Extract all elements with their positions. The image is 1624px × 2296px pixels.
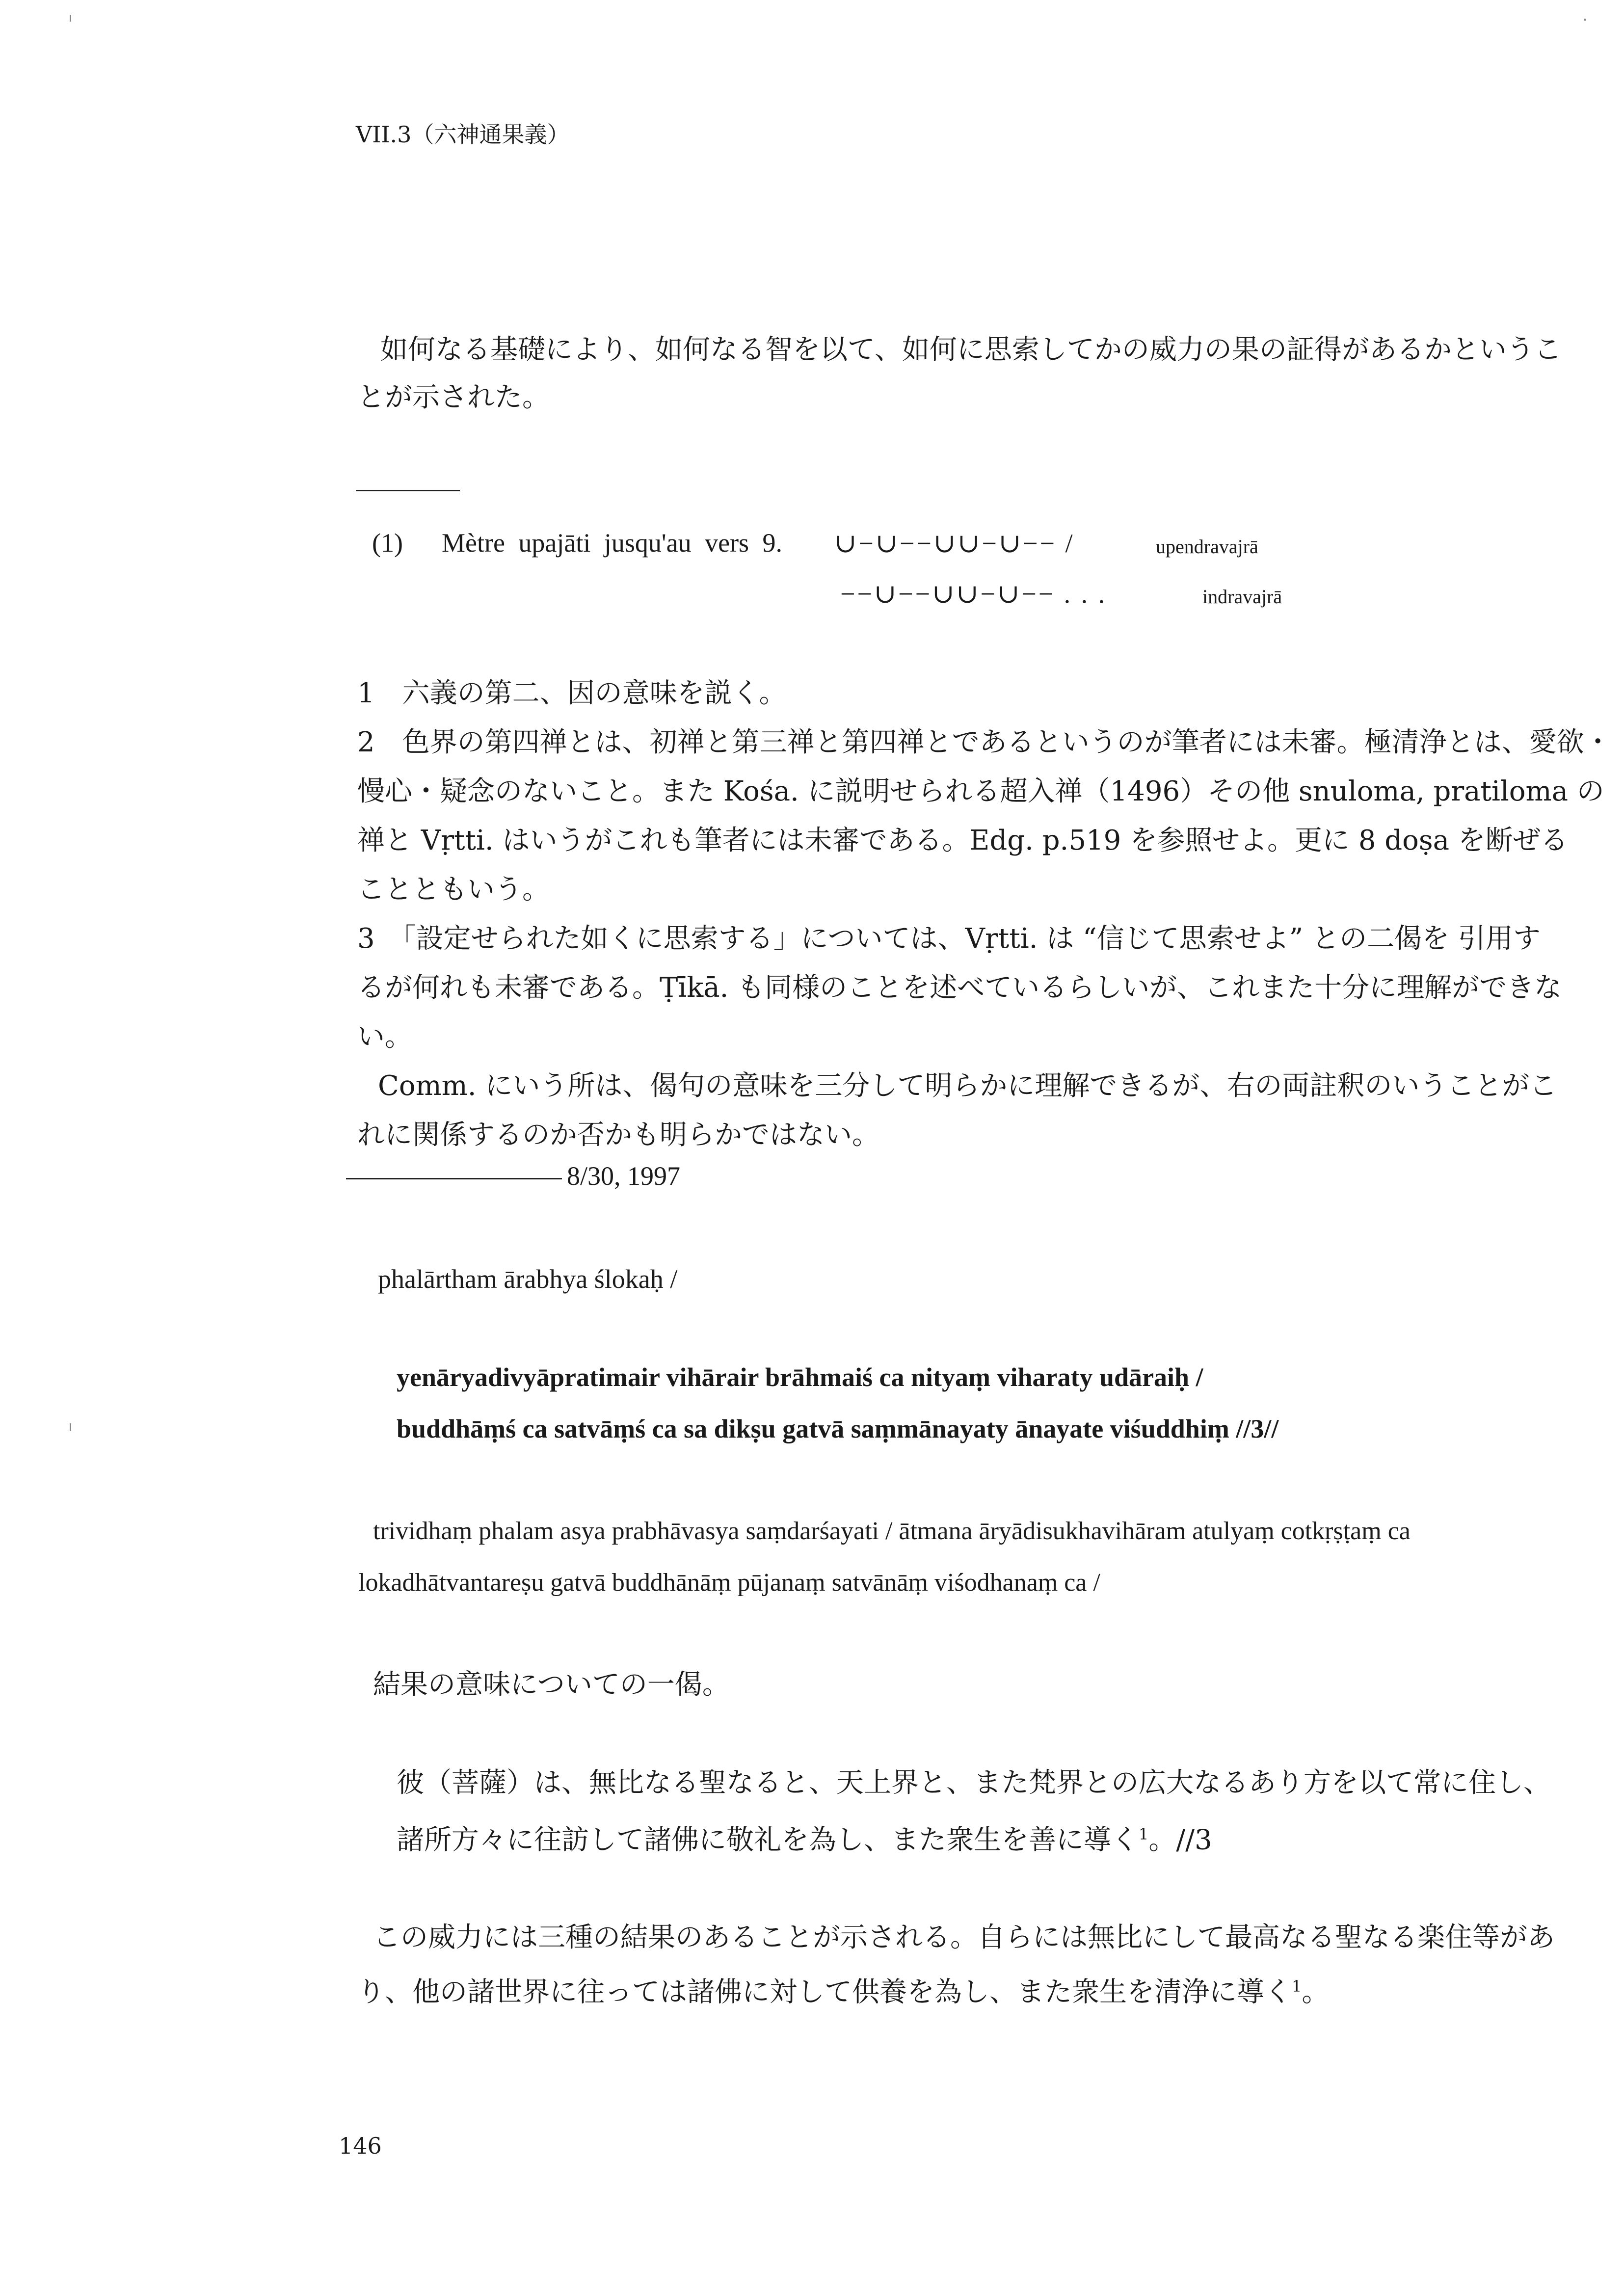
footnote-rule: [356, 490, 460, 491]
footnote-ref: 1: [1292, 1977, 1302, 1996]
note-2-line-4: ことともいう。: [357, 874, 550, 906]
meter-name-2: indravajrā: [1202, 586, 1282, 608]
translation-commentary-text: り、他の諸世界に往っては諸佛に対して供養を為し、また衆生を清浄に導く: [357, 1976, 1292, 2008]
translation-commentary-line-2: [357, 1961, 1329, 2018]
intro-line-2: とが示された。: [357, 381, 550, 413]
meter-name-1: upendravajrā: [1156, 535, 1258, 558]
scan-speck: [70, 1423, 71, 1431]
note-3-line-1: 3 「設定せられた如くに思索する」については、Vṛtti. は “信じて思索せよ” との二偈を 引用す: [357, 923, 1541, 955]
meter-pattern-2: −−∪−−∪∪−∪−− . . .: [840, 579, 1107, 609]
sanskrit-verse-line-1: yenāryadivyāpratimair vihārair brāhmaiś ca nityaṃ viharaty udāraiḥ /: [397, 1362, 1203, 1392]
verse-number: 。//3: [1148, 1824, 1212, 1856]
note-3-line-3: い。: [357, 1021, 412, 1053]
sanskrit-commentary-line-2: lokadhātvantareṣu gatvā buddhānāṃ pūjanaṃ satvānāṃ viśodhanaṃ ca /: [358, 1569, 1100, 1597]
translation-commentary-line-1: この威力には三種の結果のあることが示される。自らには無比にして最高なる聖なる楽住等があ: [373, 1922, 1555, 1953]
meter-note-number: (1): [372, 528, 403, 558]
translation-verse-line-2: [397, 1809, 1212, 1866]
meter-pattern-1: ∪−∪−−∪∪−∪−− /: [834, 529, 1075, 558]
scan-speck: [70, 15, 71, 22]
translation-heading: 結果の意味についての一偈。: [373, 1669, 730, 1701]
note-2-line-1: 2 色界の第四禅とは、初禅と第三禅と第四禅とであるというのが筆者には未審。極清浄とは、愛欲・: [357, 726, 1612, 758]
sanskrit-intro: phalārtham ārabhya ślokaḥ /: [378, 1264, 678, 1294]
note-2-line-2: 慢心・疑念のないこと。また Kośa. に説明せられる超入禅（1496）その他 snuloma, pratiloma の: [357, 775, 1604, 807]
commentary-tail: 。: [1302, 1976, 1330, 2008]
date-rule: [346, 1178, 562, 1179]
footnote-ref: 1: [1139, 1825, 1149, 1843]
note-2-line-3: 禅と Vṛtti. はいうがこれも筆者には未審である。Edg. p.519 を参照せよ。更に 8 doṣa を断ぜる: [357, 825, 1568, 856]
comm-note-line-2: れに関係するのか否かも明らかではない。: [357, 1119, 879, 1151]
note-date: 8/30, 1997: [567, 1161, 681, 1191]
scan-speck: [1584, 19, 1586, 21]
note-3-line-2: るが何れも未審である。Ṭīkā. も同様のことを述べているらしいが、これまた十分に理解ができな: [357, 972, 1562, 1004]
comm-note-line-1: Comm. にいう所は、偈句の意味を三分して明らかに理解できるが、右の両註釈のいうことがこ: [378, 1070, 1557, 1102]
running-head: VII.3（六神通果義）: [356, 121, 570, 148]
sanskrit-verse-line-2: buddhāṃś ca satvāṃś ca sa dikṣu gatvā saṃmānayaty ānayate viśuddhiṃ //3//: [397, 1414, 1279, 1443]
meter-note-text: Mètre upajāti jusqu'au vers 9.: [442, 528, 783, 558]
translation-verse-text: 諸所方々に往訪して諸佛に敬礼を為し、また衆生を善に導く: [397, 1824, 1139, 1856]
note-1: 1 六義の第二、因の意味を説く。: [357, 677, 787, 709]
sanskrit-commentary-line-1: trividhaṃ phalam asya prabhāvasya saṃdarśayati / ātmana āryādisukhavihāram atulyaṃ cotkṛṣṭaṃ ca: [373, 1517, 1411, 1545]
page-number: 146: [339, 2133, 382, 2159]
intro-line-1: 如何なる基礎により、如何なる智を以て、如何に思索してかの威力の果の証得があるかというこ: [380, 334, 1562, 366]
translation-verse-line-1: 彼（菩薩）は、無比なる聖なると、天上界と、また梵界との広大なるあり方を以て常に住し、: [397, 1767, 1551, 1799]
